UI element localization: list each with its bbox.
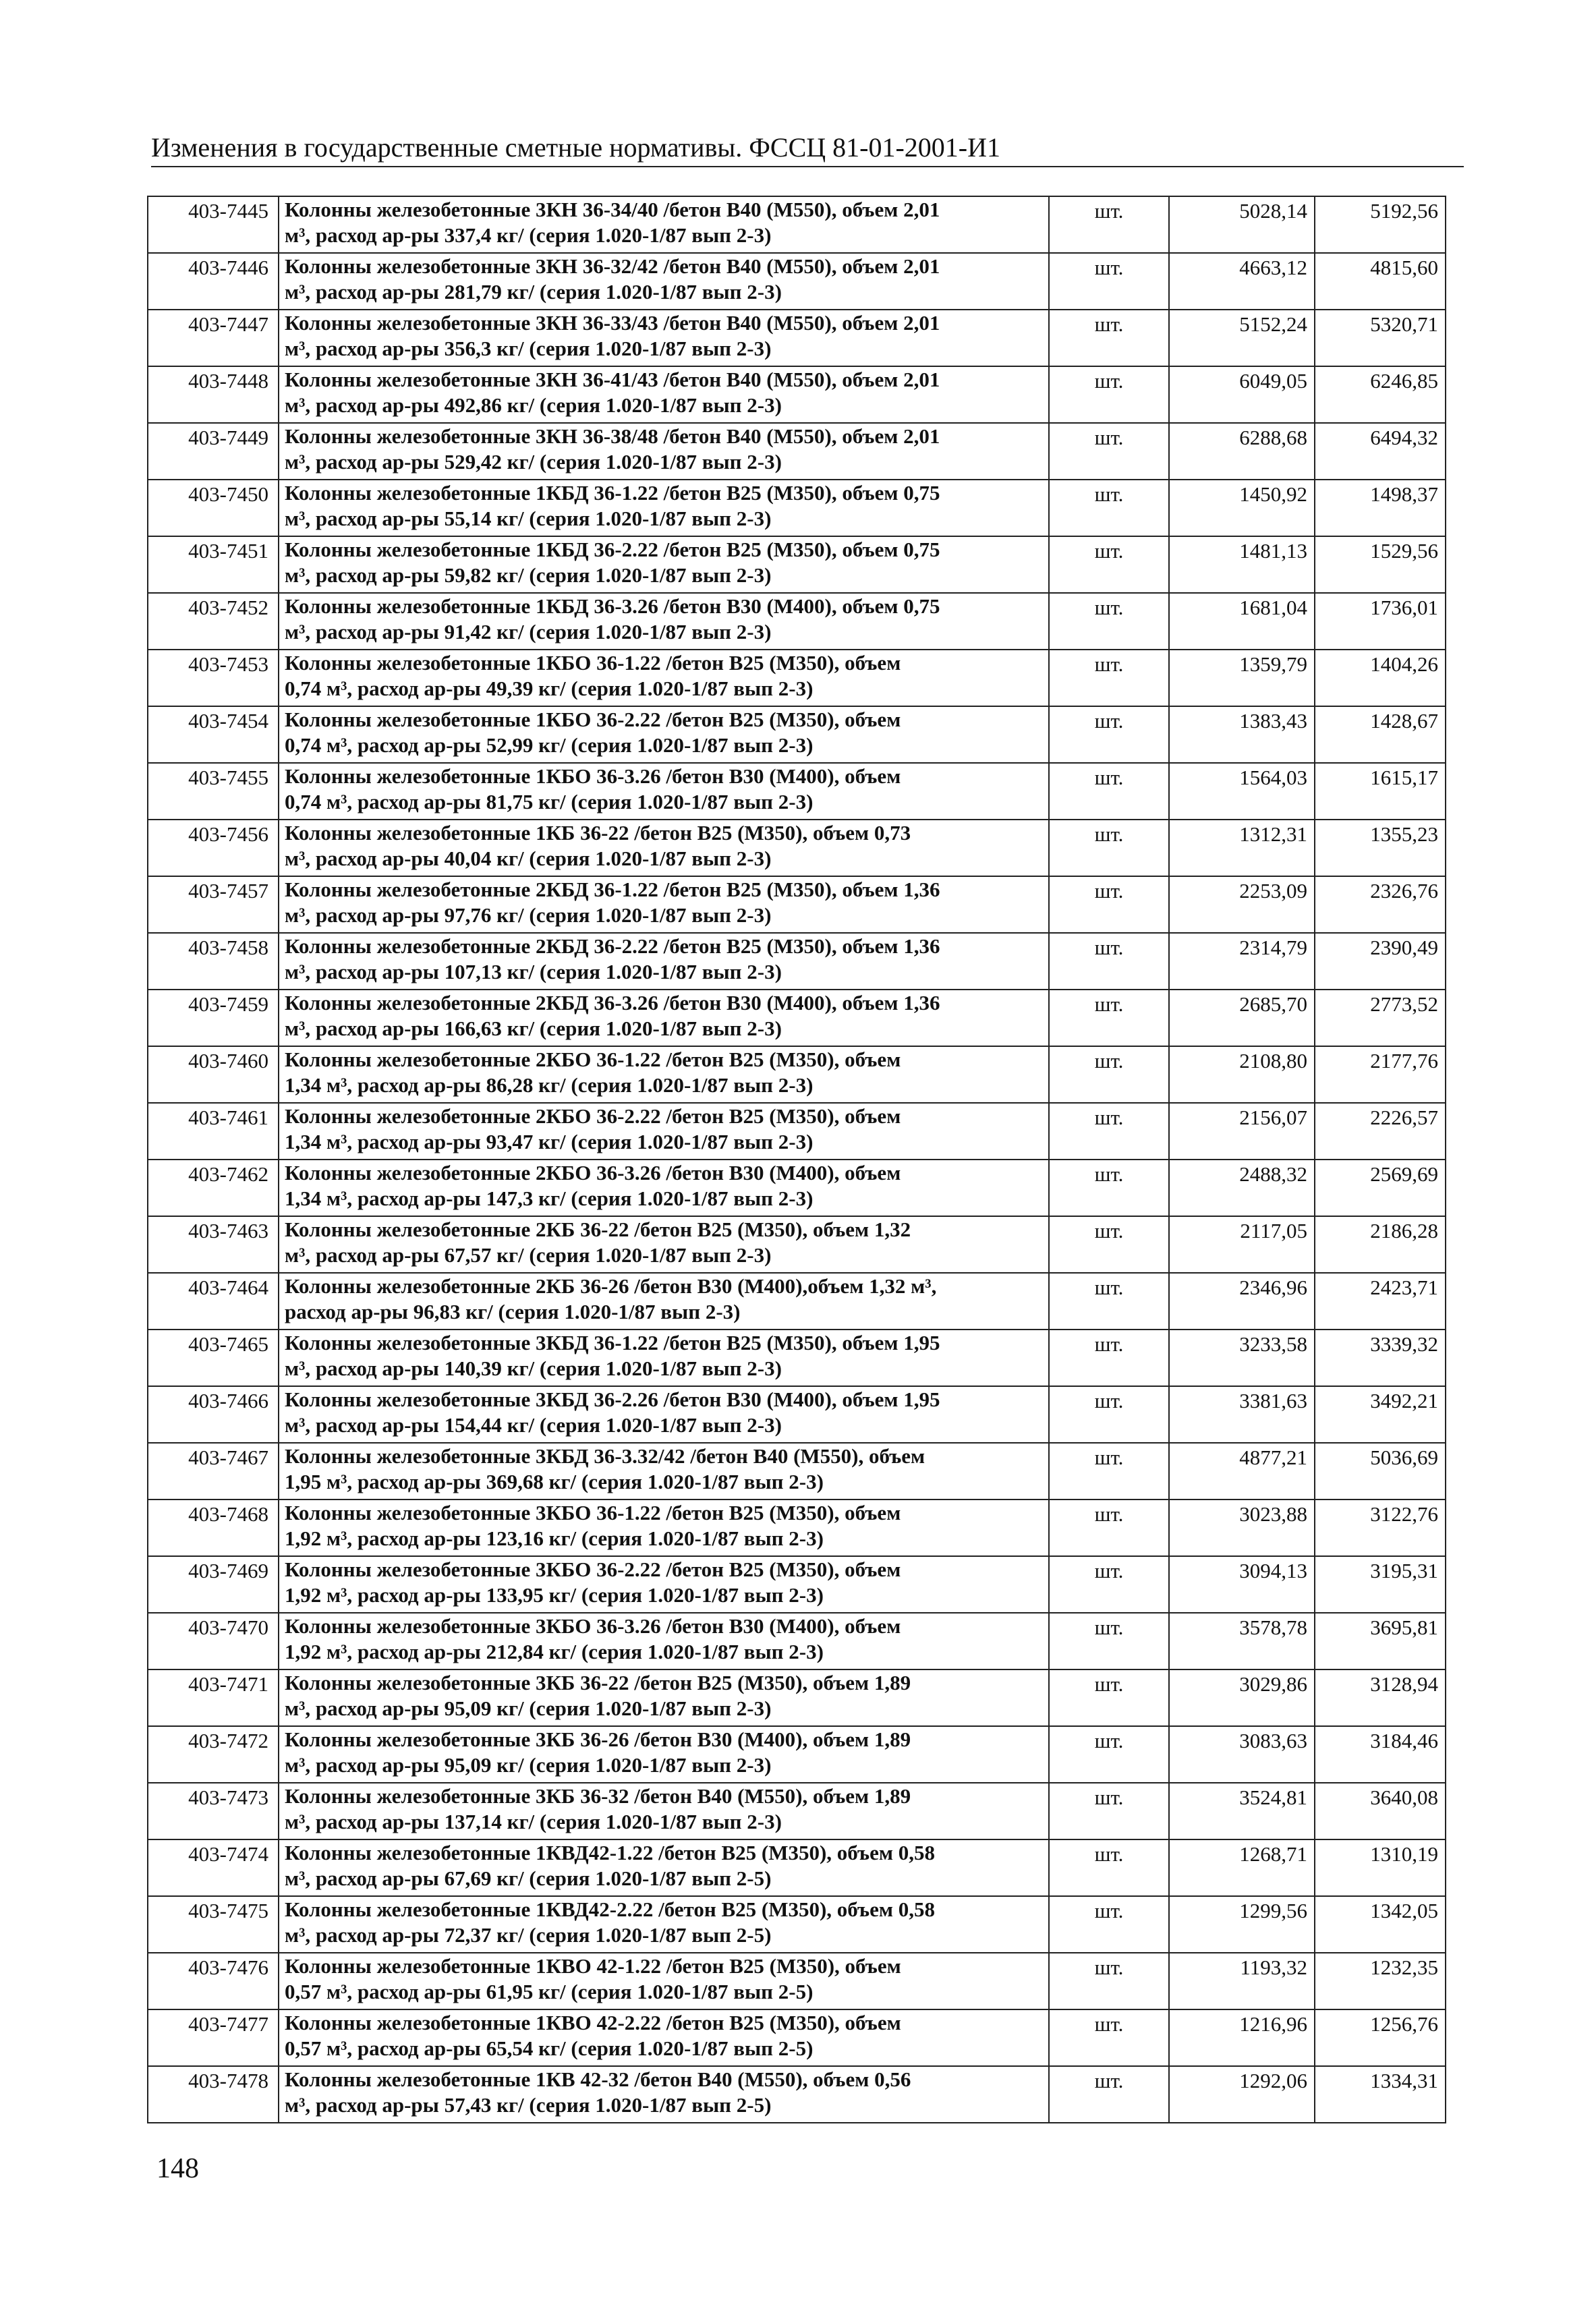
table-row	[148, 366, 1446, 423]
price-cell: 6246,85	[1315, 366, 1446, 423]
price-cell: 1404,26	[1315, 650, 1446, 706]
item-code-cell: 403-7467	[148, 1443, 279, 1500]
item-name-line-2: 1,92 м³, расход ар-ры 123,16 кг/ (серия 1.020-1/87 вып 2-3)	[285, 1526, 824, 1550]
price-cell: 1736,01	[1315, 593, 1446, 650]
price-cell: 1299,56	[1169, 1896, 1315, 1953]
item-name-cell	[279, 1386, 1049, 1443]
item-code-cell: 403-7455	[148, 763, 279, 820]
item-name-line-2: расход ар-ры 96,83 кг/ (серия 1.020-1/87 вып 2-3)	[285, 1300, 741, 1323]
item-name-line-1: Колонны железобетонные 3КБ 36-26 /бетон В30 (М400), объем 1,89	[285, 1727, 911, 1751]
item-name-line-1: Колонны железобетонные 3КБД 36-3.32/42 /бетон В40 (М550), объем	[285, 1444, 925, 1468]
item-name-line-1: Колонны железобетонные 3КН 36-32/42 /бетон В40 (М550), объем 2,01	[285, 254, 940, 278]
unit-cell: шт.	[1049, 1330, 1169, 1386]
price-cell: 1355,23	[1315, 820, 1446, 876]
unit-cell: шт.	[1049, 366, 1169, 423]
item-code-cell: 403-7461	[148, 1103, 279, 1160]
item-name-line-2: 0,74 м³, расход ар-ры 49,39 кг/ (серия 1.020-1/87 вып 2-3)	[285, 677, 814, 700]
item-name-cell	[279, 536, 1049, 593]
item-code-cell: 403-7466	[148, 1386, 279, 1443]
price-cell: 5036,69	[1315, 1443, 1446, 1500]
unit-cell: шт.	[1049, 1443, 1169, 1500]
item-name-line-2: м³, расход ар-ры 40,04 кг/ (серия 1.020-1/87 вып 2-3)	[285, 847, 772, 870]
table-row	[148, 536, 1446, 593]
price-cell: 5320,71	[1315, 310, 1446, 366]
item-code-cell: 403-7476	[148, 1953, 279, 2009]
item-code-cell: 403-7462	[148, 1160, 279, 1216]
unit-cell: шт.	[1049, 1386, 1169, 1443]
item-name-cell	[279, 1556, 1049, 1613]
price-cell: 1450,92	[1169, 480, 1315, 536]
item-code-cell: 403-7446	[148, 253, 279, 310]
item-name-line-2: м³, расход ар-ры 97,76 кг/ (серия 1.020-1/87 вып 2-3)	[285, 903, 772, 927]
table-row	[148, 1160, 1446, 1216]
unit-cell: шт.	[1049, 876, 1169, 933]
item-name-line-1: Колонны железобетонные 3КБД 36-2.26 /бетон В30 (М400), объем 1,95	[285, 1388, 940, 1411]
unit-cell: шт.	[1049, 1669, 1169, 1726]
price-cell: 3195,31	[1315, 1556, 1446, 1613]
price-cell: 3184,46	[1315, 1726, 1446, 1783]
table-row	[148, 196, 1446, 253]
price-cell: 1359,79	[1169, 650, 1315, 706]
item-name-line-1: Колонны железобетонные 2КБ 36-26 /бетон В30 (М400),объем 1,32 м³,	[285, 1274, 937, 1298]
item-name-line-1: Колонны железобетонные 3КН 36-33/43 /бетон В40 (М550), объем 2,01	[285, 311, 940, 335]
price-cell: 2253,09	[1169, 876, 1315, 933]
norms-table	[147, 196, 1446, 2123]
price-cell: 3695,81	[1315, 1613, 1446, 1669]
item-name-cell	[279, 1839, 1049, 1896]
price-cell: 2117,05	[1169, 1216, 1315, 1273]
item-code-cell: 403-7468	[148, 1500, 279, 1556]
item-name-line-1: Колонны железобетонные 2КБД 36-1.22 /бетон В25 (М350), объем 1,36	[285, 878, 940, 901]
item-name-cell	[279, 1046, 1049, 1103]
item-name-cell	[279, 650, 1049, 706]
item-code-cell: 403-7473	[148, 1783, 279, 1839]
item-code-cell: 403-7447	[148, 310, 279, 366]
price-cell: 1216,96	[1169, 2009, 1315, 2066]
item-name-line-1: Колонны железобетонные 3КН 36-41/43 /бетон В40 (М550), объем 2,01	[285, 368, 940, 391]
table-row	[148, 876, 1446, 933]
item-code-cell: 403-7445	[148, 196, 279, 253]
price-cell: 3122,76	[1315, 1500, 1446, 1556]
item-name-line-2: м³, расход ар-ры 140,39 кг/ (серия 1.020-1/87 вып 2-3)	[285, 1357, 782, 1380]
item-name-line-1: Колонны железобетонные 3КН 36-34/40 /бетон В40 (М550), объем 2,01	[285, 198, 940, 221]
item-name-line-2: 0,74 м³, расход ар-ры 52,99 кг/ (серия 1.020-1/87 вып 2-3)	[285, 733, 814, 757]
unit-cell: шт.	[1049, 933, 1169, 990]
price-cell: 3128,94	[1315, 1669, 1446, 1726]
item-name-line-2: м³, расход ар-ры 154,44 кг/ (серия 1.020-1/87 вып 2-3)	[285, 1413, 782, 1437]
price-cell: 5028,14	[1169, 196, 1315, 253]
price-cell: 3094,13	[1169, 1556, 1315, 1613]
item-name-line-2: м³, расход ар-ры 337,4 кг/ (серия 1.020-1/87 вып 2-3)	[285, 223, 772, 247]
item-name-cell	[279, 1896, 1049, 1953]
unit-cell: шт.	[1049, 196, 1169, 253]
price-cell: 1529,56	[1315, 536, 1446, 593]
unit-cell: шт.	[1049, 1839, 1169, 1896]
item-name-cell	[279, 1160, 1049, 1216]
price-cell: 2488,32	[1169, 1160, 1315, 1216]
item-name-line-1: Колонны железобетонные 1КБО 36-1.22 /бетон В25 (М350), объем	[285, 651, 901, 675]
item-name-line-2: м³, расход ар-ры 95,09 кг/ (серия 1.020-1/87 вып 2-3)	[285, 1753, 772, 1777]
item-code-cell: 403-7471	[148, 1669, 279, 1726]
item-name-cell	[279, 593, 1049, 650]
price-cell: 1498,37	[1315, 480, 1446, 536]
item-name-cell	[279, 876, 1049, 933]
unit-cell: шт.	[1049, 310, 1169, 366]
price-cell: 1292,06	[1169, 2066, 1315, 2123]
item-name-cell	[279, 2066, 1049, 2123]
item-code-cell: 403-7460	[148, 1046, 279, 1103]
item-name-line-2: м³, расход ар-ры 55,14 кг/ (серия 1.020-1/87 вып 2-3)	[285, 507, 772, 530]
item-name-cell	[279, 706, 1049, 763]
table-row	[148, 933, 1446, 990]
item-name-line-2: м³, расход ар-ры 72,37 кг/ (серия 1.020-1/87 вып 2-5)	[285, 1923, 772, 1947]
item-name-cell	[279, 820, 1049, 876]
norms-table-body	[148, 196, 1446, 2123]
price-cell: 3233,58	[1169, 1330, 1315, 1386]
item-name-line-1: Колонны железобетонные 2КБД 36-2.22 /бетон В25 (М350), объем 1,36	[285, 934, 940, 958]
table-row	[148, 650, 1446, 706]
item-name-cell	[279, 310, 1049, 366]
price-cell: 3524,81	[1169, 1783, 1315, 1839]
unit-cell: шт.	[1049, 2009, 1169, 2066]
price-cell: 1481,13	[1169, 536, 1315, 593]
item-name-line-2: 1,34 м³, расход ар-ры 86,28 кг/ (серия 1.020-1/87 вып 2-3)	[285, 1073, 814, 1097]
table-row	[148, 1386, 1446, 1443]
price-cell: 6288,68	[1169, 423, 1315, 480]
price-cell: 5192,56	[1315, 196, 1446, 253]
price-cell: 6494,32	[1315, 423, 1446, 480]
item-name-line-2: 1,95 м³, расход ар-ры 369,68 кг/ (серия 1.020-1/87 вып 2-3)	[285, 1470, 824, 1493]
table-row	[148, 1103, 1446, 1160]
price-cell: 2156,07	[1169, 1103, 1315, 1160]
price-cell: 2108,80	[1169, 1046, 1315, 1103]
item-name-line-1: Колонны железобетонные 2КБО 36-3.26 /бетон В30 (М400), объем	[285, 1161, 901, 1184]
item-name-cell	[279, 1103, 1049, 1160]
item-code-cell: 403-7453	[148, 650, 279, 706]
item-code-cell: 403-7469	[148, 1556, 279, 1613]
item-name-line-2: м³, расход ар-ры 57,43 кг/ (серия 1.020-1/87 вып 2-5)	[285, 2093, 772, 2117]
item-name-line-2: м³, расход ар-ры 107,13 кг/ (серия 1.020-1/87 вып 2-3)	[285, 960, 782, 983]
item-name-cell	[279, 480, 1049, 536]
price-cell: 4663,12	[1169, 253, 1315, 310]
table-row	[148, 990, 1446, 1046]
table-row	[148, 2009, 1446, 2066]
item-code-cell: 403-7474	[148, 1839, 279, 1896]
unit-cell: шт.	[1049, 253, 1169, 310]
item-name-cell	[279, 1953, 1049, 2009]
unit-cell: шт.	[1049, 423, 1169, 480]
table-row	[148, 1783, 1446, 1839]
item-name-line-1: Колонны железобетонные 2КБД 36-3.26 /бетон В30 (М400), объем 1,36	[285, 991, 940, 1015]
item-name-line-1: Колонны железобетонные 1КБО 36-2.22 /бетон В25 (М350), объем	[285, 708, 901, 731]
item-name-line-2: м³, расход ар-ры 356,3 кг/ (серия 1.020-1/87 вып 2-3)	[285, 337, 772, 360]
item-name-line-1: Колонны железобетонные 3КБ 36-22 /бетон В25 (М350), объем 1,89	[285, 1671, 911, 1694]
price-cell: 1383,43	[1169, 706, 1315, 763]
item-name-line-2: 1,92 м³, расход ар-ры 212,84 кг/ (серия 1.020-1/87 вып 2-3)	[285, 1640, 824, 1663]
unit-cell: шт.	[1049, 1046, 1169, 1103]
item-name-cell	[279, 1443, 1049, 1500]
unit-cell: шт.	[1049, 536, 1169, 593]
item-name-cell	[279, 1783, 1049, 1839]
item-name-line-2: м³, расход ар-ры 281,79 кг/ (серия 1.020-1/87 вып 2-3)	[285, 280, 782, 304]
item-code-cell: 403-7475	[148, 1896, 279, 1953]
price-cell: 3381,63	[1169, 1386, 1315, 1443]
table-row	[148, 1896, 1446, 1953]
item-name-line-1: Колонны железобетонные 1КВ 42-32 /бетон В40 (М550), объем 0,56	[285, 2067, 911, 2091]
table-row	[148, 706, 1446, 763]
unit-cell: шт.	[1049, 650, 1169, 706]
table-row	[148, 253, 1446, 310]
price-cell: 1232,35	[1315, 1953, 1446, 2009]
item-name-line-1: Колонны железобетонные 3КН 36-38/48 /бетон В40 (М550), объем 2,01	[285, 424, 940, 448]
item-name-line-1: Колонны железобетонные 1КБ 36-22 /бетон В25 (М350), объем 0,73	[285, 821, 911, 845]
item-code-cell: 403-7449	[148, 423, 279, 480]
item-name-line-1: Колонны железобетонные 3КБО 36-3.26 /бетон В30 (М400), объем	[285, 1614, 901, 1638]
table-row	[148, 1273, 1446, 1330]
price-cell: 1256,76	[1315, 2009, 1446, 2066]
item-code-cell: 403-7463	[148, 1216, 279, 1273]
price-cell: 4877,21	[1169, 1443, 1315, 1500]
item-name-line-1: Колонны железобетонные 1КБО 36-3.26 /бетон В30 (М400), объем	[285, 764, 901, 788]
item-name-line-1: Колонны железобетонные 3КБО 36-1.22 /бетон В25 (М350), объем	[285, 1501, 901, 1524]
unit-cell: шт.	[1049, 2066, 1169, 2123]
item-name-line-1: Колонны железобетонные 3КБ 36-32 /бетон В40 (М550), объем 1,89	[285, 1784, 911, 1808]
unit-cell: шт.	[1049, 706, 1169, 763]
item-name-cell	[279, 1273, 1049, 1330]
price-cell: 1310,19	[1315, 1839, 1446, 1896]
unit-cell: шт.	[1049, 1273, 1169, 1330]
price-cell: 1268,71	[1169, 1839, 1315, 1896]
price-cell: 2314,79	[1169, 933, 1315, 990]
item-name-line-1: Колонны железобетонные 3КБО 36-2.22 /бетон В25 (М350), объем	[285, 1558, 901, 1581]
item-name-line-2: м³, расход ар-ры 137,14 кг/ (серия 1.020-1/87 вып 2-3)	[285, 1810, 782, 1833]
item-name-cell	[279, 366, 1049, 423]
unit-cell: шт.	[1049, 1103, 1169, 1160]
item-code-cell: 403-7464	[148, 1273, 279, 1330]
table-row	[148, 1839, 1446, 1896]
price-cell: 3492,21	[1315, 1386, 1446, 1443]
unit-cell: шт.	[1049, 1500, 1169, 1556]
price-cell: 1312,31	[1169, 820, 1315, 876]
item-code-cell: 403-7454	[148, 706, 279, 763]
item-name-cell	[279, 1669, 1049, 1726]
item-name-line-2: м³, расход ар-ры 59,82 кг/ (серия 1.020-1/87 вып 2-3)	[285, 563, 772, 587]
item-name-line-2: 0,57 м³, расход ар-ры 61,95 кг/ (серия 1.020-1/87 вып 2-5)	[285, 1980, 814, 2003]
item-name-cell	[279, 933, 1049, 990]
item-code-cell: 403-7450	[148, 480, 279, 536]
price-cell: 1334,31	[1315, 2066, 1446, 2123]
unit-cell: шт.	[1049, 1160, 1169, 1216]
item-code-cell: 403-7458	[148, 933, 279, 990]
page-number: 148	[156, 2153, 199, 2184]
item-name-line-2: м³, расход ар-ры 67,57 кг/ (серия 1.020-1/87 вып 2-3)	[285, 1243, 772, 1267]
item-code-cell: 403-7451	[148, 536, 279, 593]
item-name-cell	[279, 763, 1049, 820]
item-name-line-1: Колонны железобетонные 3КБД 36-1.22 /бетон В25 (М350), объем 1,95	[285, 1331, 940, 1354]
table-row	[148, 1046, 1446, 1103]
price-cell: 3640,08	[1315, 1783, 1446, 1839]
item-name-cell	[279, 1726, 1049, 1783]
unit-cell: шт.	[1049, 1896, 1169, 1953]
price-cell: 2326,76	[1315, 876, 1446, 933]
price-cell: 2773,52	[1315, 990, 1446, 1046]
table-row	[148, 1669, 1446, 1726]
item-name-line-1: Колонны железобетонные 1КБД 36-2.22 /бетон В25 (М350), объем 0,75	[285, 538, 940, 561]
item-name-line-1: Колонны железобетонные 2КБО 36-1.22 /бетон В25 (М350), объем	[285, 1048, 901, 1071]
price-cell: 3023,88	[1169, 1500, 1315, 1556]
item-name-line-2: 1,34 м³, расход ар-ры 93,47 кг/ (серия 1.020-1/87 вып 2-3)	[285, 1130, 814, 1153]
item-name-line-1: Колонны железобетонные 1КВО 42-1.22 /бетон В25 (М350), объем	[285, 1954, 901, 1978]
item-code-cell: 403-7448	[148, 366, 279, 423]
table-row	[148, 1443, 1446, 1500]
item-code-cell: 403-7472	[148, 1726, 279, 1783]
item-name-line-2: м³, расход ар-ры 166,63 кг/ (серия 1.020-1/87 вып 2-3)	[285, 1017, 782, 1040]
item-name-line-1: Колонны железобетонные 1КВД42-2.22 /бетон В25 (М350), объем 0,58	[285, 1897, 935, 1921]
price-cell: 2685,70	[1169, 990, 1315, 1046]
table-row	[148, 2066, 1446, 2123]
price-cell: 4815,60	[1315, 253, 1446, 310]
item-name-cell	[279, 2009, 1049, 2066]
item-code-cell: 403-7459	[148, 990, 279, 1046]
item-name-line-2: м³, расход ар-ры 529,42 кг/ (серия 1.020-1/87 вып 2-3)	[285, 450, 782, 474]
unit-cell: шт.	[1049, 763, 1169, 820]
price-cell: 5152,24	[1169, 310, 1315, 366]
unit-cell: шт.	[1049, 480, 1169, 536]
unit-cell: шт.	[1049, 1216, 1169, 1273]
item-code-cell: 403-7478	[148, 2066, 279, 2123]
price-cell: 1564,03	[1169, 763, 1315, 820]
price-cell: 3578,78	[1169, 1613, 1315, 1669]
table-row	[148, 1330, 1446, 1386]
item-name-line-1: Колонны железобетонные 2КБО 36-2.22 /бетон В25 (М350), объем	[285, 1104, 901, 1128]
unit-cell: шт.	[1049, 1953, 1169, 2009]
price-cell: 3083,63	[1169, 1726, 1315, 1783]
item-name-line-2: м³, расход ар-ры 91,42 кг/ (серия 1.020-1/87 вып 2-3)	[285, 620, 772, 644]
unit-cell: шт.	[1049, 1556, 1169, 1613]
price-cell: 6049,05	[1169, 366, 1315, 423]
item-name-line-2: 0,57 м³, расход ар-ры 65,54 кг/ (серия 1.020-1/87 вып 2-5)	[285, 2036, 814, 2060]
item-name-cell	[279, 1500, 1049, 1556]
item-code-cell: 403-7456	[148, 820, 279, 876]
item-name-cell	[279, 423, 1049, 480]
price-cell: 2226,57	[1315, 1103, 1446, 1160]
item-name-cell	[279, 253, 1049, 310]
item-name-cell	[279, 196, 1049, 253]
unit-cell: шт.	[1049, 593, 1169, 650]
price-cell: 2186,28	[1315, 1216, 1446, 1273]
item-name-line-2: м³, расход ар-ры 95,09 кг/ (серия 1.020-1/87 вып 2-3)	[285, 1696, 772, 1720]
price-cell: 1615,17	[1315, 763, 1446, 820]
unit-cell: шт.	[1049, 990, 1169, 1046]
page-header-title: Изменения в государственные сметные нормативы. ФССЦ 81-01-2001-И1	[151, 132, 1000, 163]
item-name-cell	[279, 1330, 1049, 1386]
table-row	[148, 593, 1446, 650]
table-row	[148, 1613, 1446, 1669]
price-cell: 2423,71	[1315, 1273, 1446, 1330]
item-name-cell	[279, 990, 1049, 1046]
header-divider	[151, 166, 1464, 167]
item-code-cell: 403-7457	[148, 876, 279, 933]
item-code-cell: 403-7477	[148, 2009, 279, 2066]
unit-cell: шт.	[1049, 820, 1169, 876]
item-code-cell: 403-7452	[148, 593, 279, 650]
item-name-cell	[279, 1613, 1049, 1669]
item-name-line-2: м³, расход ар-ры 492,86 кг/ (серия 1.020-1/87 вып 2-3)	[285, 393, 782, 417]
table-row	[148, 1500, 1446, 1556]
price-cell: 2177,76	[1315, 1046, 1446, 1103]
price-cell: 2390,49	[1315, 933, 1446, 990]
item-name-line-1: Колонны железобетонные 1КВД42-1.22 /бетон В25 (М350), объем 0,58	[285, 1841, 935, 1864]
table-row	[148, 1556, 1446, 1613]
item-name-cell	[279, 1216, 1049, 1273]
item-name-line-1: Колонны железобетонные 1КВО 42-2.22 /бетон В25 (М350), объем	[285, 2011, 901, 2034]
price-cell: 3339,32	[1315, 1330, 1446, 1386]
item-name-line-2: 0,74 м³, расход ар-ры 81,75 кг/ (серия 1.020-1/87 вып 2-3)	[285, 790, 814, 813]
table-row	[148, 1953, 1446, 2009]
table-row	[148, 1726, 1446, 1783]
table-row	[148, 423, 1446, 480]
table-row	[148, 763, 1446, 820]
unit-cell: шт.	[1049, 1613, 1169, 1669]
table-row	[148, 480, 1446, 536]
item-name-line-2: 1,34 м³, расход ар-ры 147,3 кг/ (серия 1.020-1/87 вып 2-3)	[285, 1187, 814, 1210]
price-cell: 1428,67	[1315, 706, 1446, 763]
table-row	[148, 310, 1446, 366]
item-name-line-2: 1,92 м³, расход ар-ры 133,95 кг/ (серия 1.020-1/87 вып 2-3)	[285, 1583, 824, 1607]
item-name-line-1: Колонны железобетонные 1КБД 36-3.26 /бетон В30 (М400), объем 0,75	[285, 594, 940, 618]
item-name-line-2: м³, расход ар-ры 67,69 кг/ (серия 1.020-1/87 вып 2-5)	[285, 1866, 772, 1890]
table-row	[148, 820, 1446, 876]
item-code-cell: 403-7465	[148, 1330, 279, 1386]
price-cell: 1193,32	[1169, 1953, 1315, 2009]
table-row	[148, 1216, 1446, 1273]
item-code-cell: 403-7470	[148, 1613, 279, 1669]
price-cell: 1681,04	[1169, 593, 1315, 650]
item-name-line-1: Колонны железобетонные 1КБД 36-1.22 /бетон В25 (М350), объем 0,75	[285, 481, 940, 505]
price-cell: 2346,96	[1169, 1273, 1315, 1330]
price-cell: 2569,69	[1315, 1160, 1446, 1216]
price-cell: 3029,86	[1169, 1669, 1315, 1726]
price-cell: 1342,05	[1315, 1896, 1446, 1953]
unit-cell: шт.	[1049, 1726, 1169, 1783]
unit-cell: шт.	[1049, 1783, 1169, 1839]
item-name-line-1: Колонны железобетонные 2КБ 36-22 /бетон В25 (М350), объем 1,32	[285, 1218, 911, 1241]
